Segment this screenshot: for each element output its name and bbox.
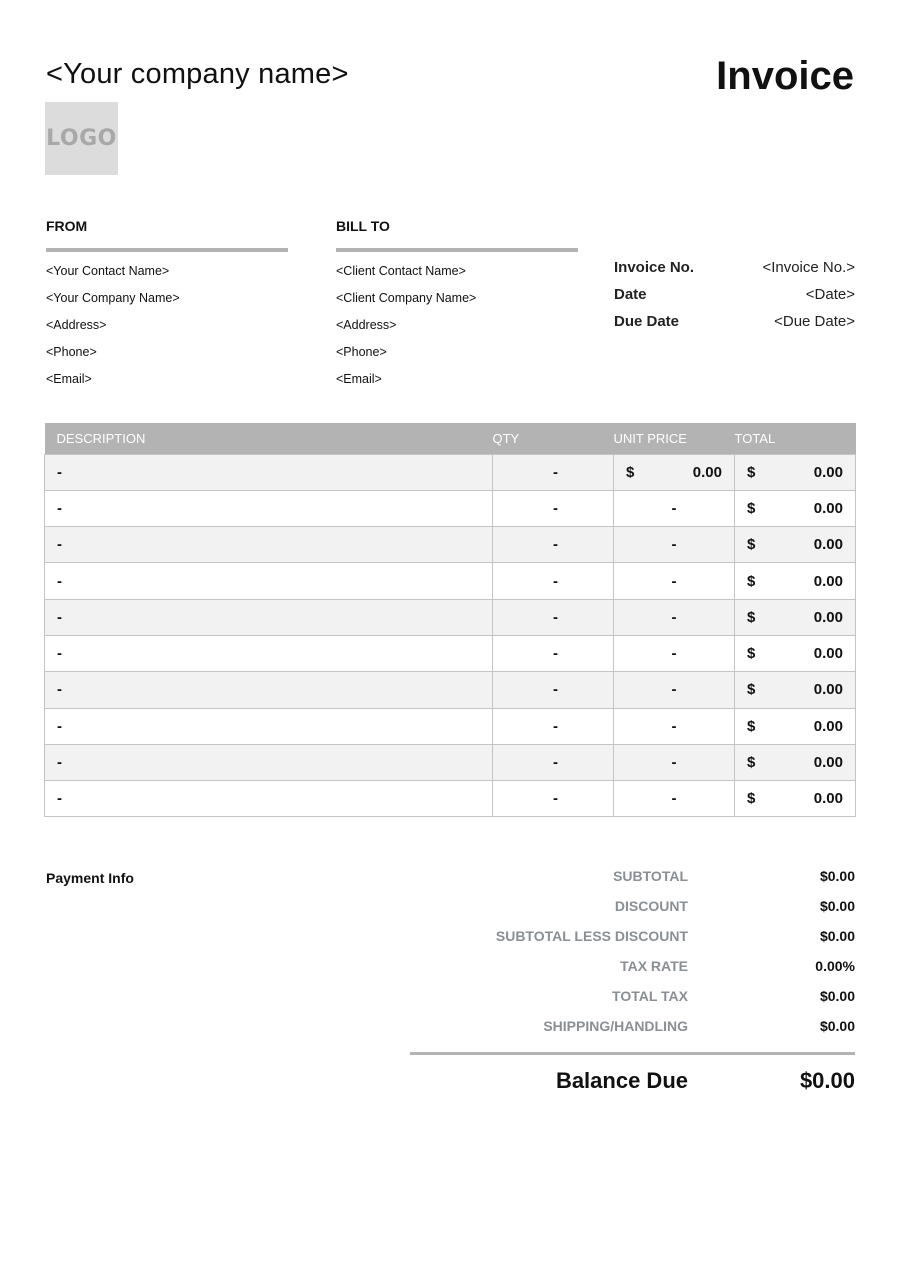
item-qty: - (493, 672, 614, 708)
shipping-handling-label: SHIPPING/HANDLING (543, 1018, 688, 1034)
column-header-unit-price: UNIT PRICE (614, 423, 735, 454)
total-amount: 0.00 (813, 717, 843, 735)
total-amount: 0.00 (813, 681, 843, 699)
total-currency: $ (747, 463, 756, 481)
date-value: <Date> (805, 286, 855, 303)
total-amount: 0.00 (813, 499, 843, 517)
table-row (45, 708, 856, 744)
total-tax-row (410, 986, 855, 1016)
date-row (614, 285, 855, 312)
balance-due-value: $0.00 (799, 1068, 855, 1093)
item-unit-price: - (614, 563, 735, 599)
item-total (735, 563, 856, 599)
total-amount: 0.00 (813, 572, 843, 590)
item-total (735, 599, 856, 635)
item-total (735, 454, 856, 490)
total-amount: 0.00 (813, 463, 843, 481)
item-description: - (45, 635, 493, 671)
total-currency: $ (747, 499, 756, 517)
item-qty: - (493, 454, 614, 490)
bill-to-section (336, 218, 578, 397)
item-unit-price: - (614, 708, 735, 744)
date-label: Date (614, 286, 647, 303)
unit-price-amount: 0.00 (692, 463, 722, 481)
from-heading: FROM (46, 218, 88, 234)
item-total (735, 781, 856, 817)
item-total (735, 527, 856, 563)
balance-due-row (410, 1068, 855, 1094)
bill-to-heading: BILL TO (336, 218, 390, 234)
line-items-table (44, 423, 856, 817)
item-description: - (45, 744, 493, 780)
item-unit-price: - (614, 781, 735, 817)
due-date-label: Due Date (614, 313, 680, 330)
discount-label: DISCOUNT (614, 898, 688, 914)
due-date-value: <Due Date> (774, 313, 855, 330)
item-description: - (45, 490, 493, 526)
shipping-handling-row (410, 1016, 855, 1046)
bill-to-phone: <Phone> (336, 345, 387, 359)
total-tax-value: $0.00 (819, 988, 855, 1004)
item-unit-price: - (614, 599, 735, 635)
total-amount: 0.00 (813, 536, 843, 554)
item-qty: - (493, 635, 614, 671)
summary-divider (410, 1052, 855, 1055)
item-description: - (45, 599, 493, 635)
logo-placeholder (45, 102, 118, 175)
from-email: <Email> (46, 372, 92, 386)
discount-value: $0.00 (819, 898, 855, 914)
table-row (45, 563, 856, 599)
item-qty: - (493, 708, 614, 744)
total-currency: $ (747, 645, 756, 663)
item-qty: - (493, 563, 614, 599)
bill-to-divider (336, 248, 578, 252)
table-row (45, 454, 856, 490)
table-row (45, 635, 856, 671)
column-header-qty: QTY (493, 423, 614, 454)
tax-rate-label: TAX RATE (620, 958, 688, 974)
item-total (735, 490, 856, 526)
logo-text: LOGO (46, 126, 117, 151)
invoice-number-label: Invoice No. (614, 259, 695, 276)
item-qty: - (493, 490, 614, 526)
invoice-title: Invoice (716, 54, 854, 98)
item-unit-price: - (614, 490, 735, 526)
item-total (735, 744, 856, 780)
item-description: - (45, 781, 493, 817)
invoice-number-row (614, 258, 855, 285)
company-name: <Your company name> (46, 58, 349, 90)
table-row (45, 599, 856, 635)
item-description: - (45, 708, 493, 744)
invoice-meta (614, 258, 855, 339)
subtotal-less-discount-label: SUBTOTAL LESS DISCOUNT (495, 928, 688, 944)
table-header-row (45, 423, 856, 454)
tax-rate-value: 0.00% (815, 958, 855, 974)
total-currency: $ (747, 536, 756, 554)
subtotal-row (410, 866, 855, 896)
total-currency: $ (747, 681, 756, 699)
payment-info-label: Payment Info (46, 870, 134, 886)
total-amount: 0.00 (813, 645, 843, 663)
invoice-number-value: <Invoice No.> (762, 259, 855, 276)
item-unit-price: - (614, 672, 735, 708)
subtotal-value: $0.00 (819, 868, 855, 884)
bill-to-email: <Email> (336, 372, 382, 386)
item-description: - (45, 672, 493, 708)
from-contact-name: <Your Contact Name> (46, 264, 170, 278)
item-qty: - (493, 527, 614, 563)
table-row (45, 490, 856, 526)
shipping-handling-value: $0.00 (819, 1018, 855, 1034)
table-row (45, 744, 856, 780)
discount-row (410, 896, 855, 926)
balance-due-label: Balance Due (555, 1068, 688, 1093)
item-unit-price (614, 454, 735, 490)
item-qty: - (493, 599, 614, 635)
total-amount: 0.00 (813, 608, 843, 626)
due-date-row (614, 312, 855, 339)
total-tax-label: TOTAL TAX (612, 988, 688, 1004)
table-row (45, 672, 856, 708)
subtotal-label: SUBTOTAL (613, 868, 688, 884)
item-unit-price: - (614, 635, 735, 671)
bill-to-contact-name: <Client Contact Name> (336, 264, 466, 278)
item-unit-price: - (614, 744, 735, 780)
total-currency: $ (747, 572, 756, 590)
table-row (45, 527, 856, 563)
table-row (45, 781, 856, 817)
item-qty: - (493, 744, 614, 780)
total-currency: $ (747, 754, 756, 772)
item-description: - (45, 454, 493, 490)
subtotal-less-discount-row (410, 926, 855, 956)
total-amount: 0.00 (813, 754, 843, 772)
item-total (735, 635, 856, 671)
total-amount: 0.00 (813, 790, 843, 808)
bill-to-address: <Address> (336, 318, 397, 332)
item-qty: - (493, 781, 614, 817)
item-description: - (45, 527, 493, 563)
from-address: <Address> (46, 318, 107, 332)
from-section (46, 218, 288, 397)
item-unit-price: - (614, 527, 735, 563)
total-currency: $ (747, 717, 756, 735)
from-divider (46, 248, 288, 252)
item-description: - (45, 563, 493, 599)
subtotal-less-discount-value: $0.00 (819, 928, 855, 944)
unit-price-currency: $ (626, 463, 635, 481)
column-header-description: DESCRIPTION (45, 423, 493, 454)
totals-summary (410, 866, 855, 1055)
bill-to-company-name: <Client Company Name> (336, 291, 477, 305)
tax-rate-row (410, 956, 855, 986)
from-phone: <Phone> (46, 345, 97, 359)
column-header-total: TOTAL (735, 423, 856, 454)
item-total (735, 672, 856, 708)
from-company-name: <Your Company Name> (46, 291, 180, 305)
total-currency: $ (747, 790, 756, 808)
total-currency: $ (747, 608, 756, 626)
item-total (735, 708, 856, 744)
